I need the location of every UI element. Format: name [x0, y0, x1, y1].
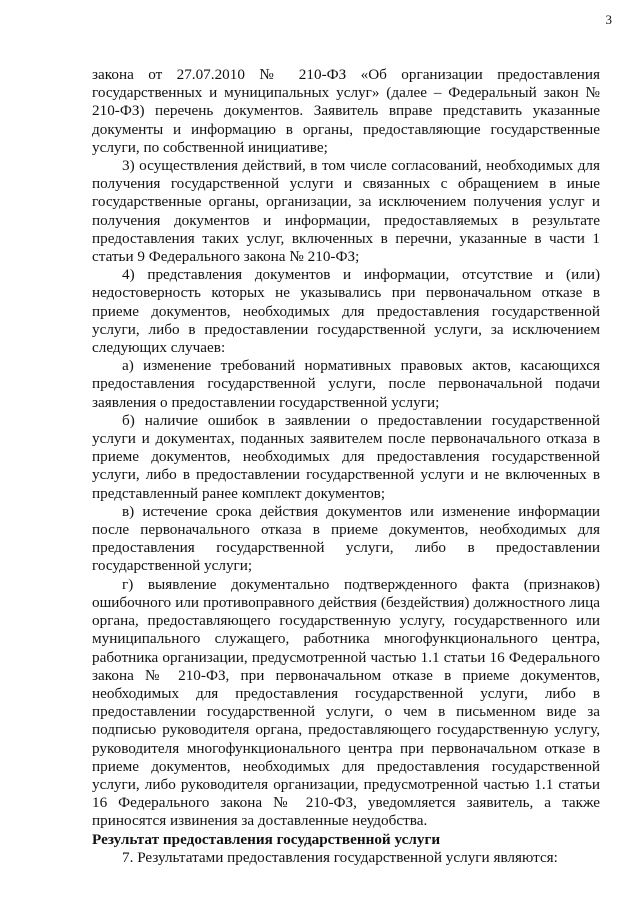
- paragraph-item-4: 4) представления документов и информации, отсутствие и (или) недостоверность которых не указывались при первоначальном отказе в приеме документов, необходимых для предоставления государственной услуги, либо в предоставлении государственной услуги, за исключением следующих случаев:: [92, 266, 600, 357]
- paragraph-item-3: 3) осуществления действий, в том числе согласований, необходимых для получения государственной услуги и связанных с обращением в иные государственные органы, организации, за исключением получения услуг и получения документов и информации, предоставляемых в результате предоставления таких услуг, включенных в перечни, указанные в части 1 статьи 9 Федерального закона № 210-ФЗ;: [92, 157, 600, 266]
- section-heading: Результат предоставления государственной услуги: [92, 830, 441, 848]
- paragraph-subitem-v: в) истечение срока действия документов или изменение информации после первоначального отказа в приеме документов, необходимых для предоставления государственной услуги, либо в предоставлении государственной услуги;: [92, 502, 600, 575]
- paragraph-law-continuation: закона от 27.07.2010 № 210-ФЗ «Об организации предоставления государственных и муниципальных услуг» (далее – Федеральный закон № 210-ФЗ) перечень документов. Заявитель вправе представить указанные документы и информацию в органы, предоставляющие государственные услуги, по собственной инициативе;: [92, 66, 600, 156]
- paragraph-subitem-a: а) изменение требований нормативных правовых актов, касающихся предоставления государственной услуги, после первоначальной подачи заявления о предоставлении государственной услуги;: [92, 357, 600, 411]
- paragraph-item-7: 7. Результатами предоставления государственной услуги являются:: [122, 848, 558, 866]
- paragraph-subitem-b: б) наличие ошибок в заявлении о предоставлении государственной услуги и документах, поданных заявителем после первоначального отказа в приеме документов, необходимых для предоставления государственной услуги, либо в предоставлении государственной услуги и не включенных в представленный ранее комплект документов;: [92, 411, 600, 502]
- document-body: [92, 66, 600, 867]
- paragraph-subitem-g: г) выявление документально подтвержденного факта (признаков) ошибочного или противоправного действия (бездействия) должностного лица органа, предоставляющего государственную услугу, государственного или муниципального служащего, работника многофункционального центра, работника организации, предусмотренной частью 1.1 статьи 16 Федерального закона № 210-ФЗ, при первоначальном отказе в приеме документов, необходимых для предоставления государственной услуги, либо в предоставлении государственной услуги, о чем в письменном виде за подписью руководителя органа, предоставляющего государственную услугу, руководителя многофункционального центра при первоначальном отказе в приеме документов, необходимых для предоставления государственной услуги, либо руководителя организации, предусмотренной частью 1.1 статьи 16 Федерального закона № 210-ФЗ, уведомляется заявитель, а также приносятся извинения за доставленные неудобства.: [92, 575, 600, 830]
- page-number: 3: [605, 12, 612, 27]
